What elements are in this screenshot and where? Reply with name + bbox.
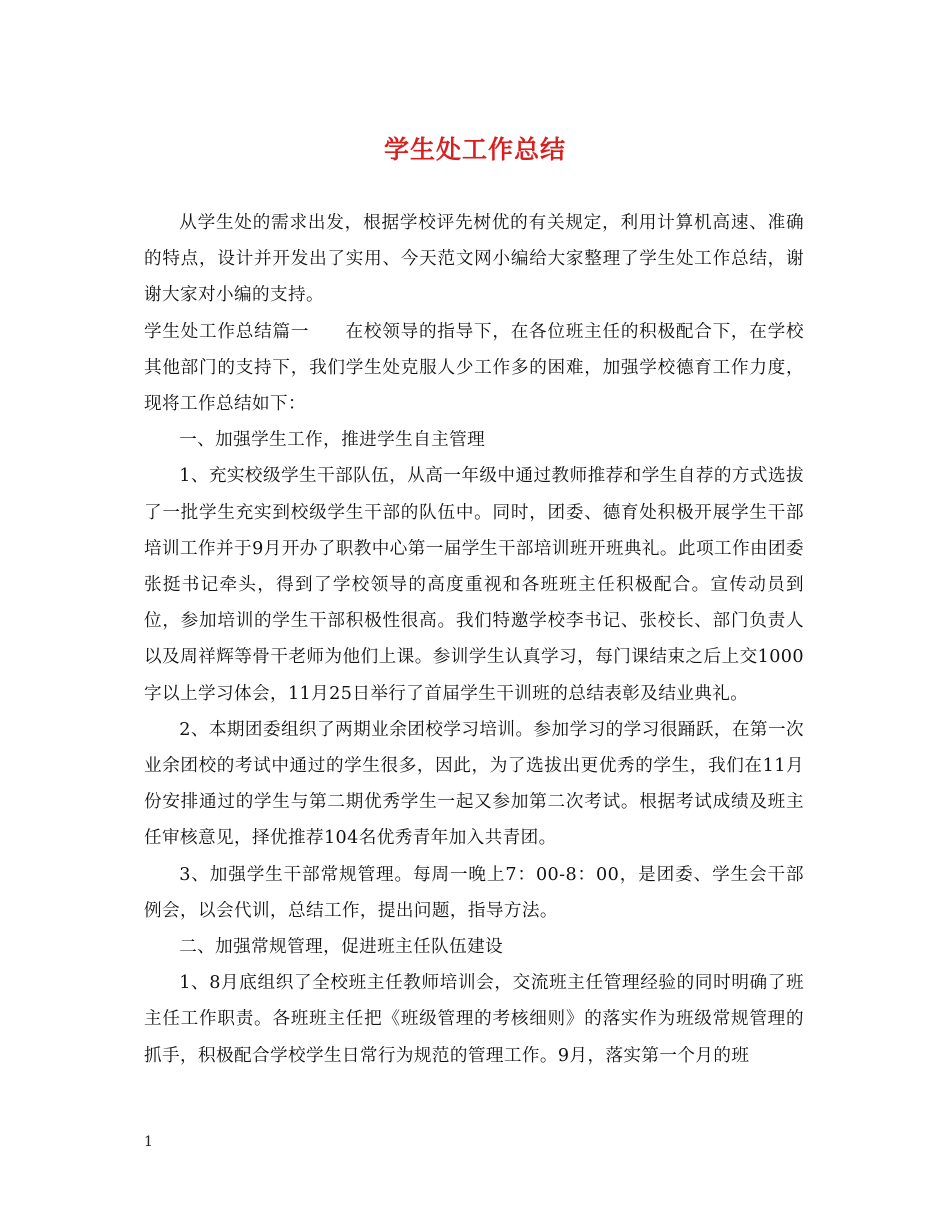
section-label: 学生处工作总结篇一 xyxy=(144,321,310,342)
section-paragraph xyxy=(144,314,804,423)
heading-1: 一、加强学生工作，推进学生自主管理 xyxy=(179,430,486,451)
document-body xyxy=(144,205,804,1074)
item-1-3-paragraph: 3、加强学生干部常规管理。每周一晚上7：00-8：00，是团委、学生会干部例会，以会代训，总结工作，提出问题，指导方法。 xyxy=(144,864,804,921)
item-1-2-paragraph: 2、本期团委组织了两期业余团校学习培训。参加学习的学习很踊跃，在第一次业余团校的考试中通过的学生很多，因此，为了选拔出更优秀的学生，我们在11月份安排通过的学生与第二期优秀学生一起又参加第二次考试。根据考试成绩及班主任审核意见，择优推荐104名优秀青年加入共青团。 xyxy=(144,719,804,849)
section-text: 在校领导的指导下，在各位班主任的积极配合下，在学校其他部门的支持下，我们学生处克服人少工作多的困难，加强学校德育工作力度，现将工作总结如下： xyxy=(144,321,804,415)
item-2-1-paragraph: 1、8月底组织了全校班主任教师培训会，交流班主任管理经验的同时明确了班主任工作职责。各班班主任把《班级管理的考核细则》的落实作为班级常规管理的抓手，积极配合学校学生日常行为规范的管理工作。9月，落实第一个月的班 xyxy=(144,973,804,1066)
page-number: 1 xyxy=(144,1134,153,1150)
item-1-1-paragraph: 1、充实校级学生干部队伍，从高一年级中通过教师推荐和学生自荐的方式选拔了一批学生充实到校级学生干部的队伍中。同时，团委、德育处积极开展学生干部培训工作并于9月开办了职教中心第一届学生干部培训班开班典礼。此项工作由团委张挺书记牵头，得到了学校领导的高度重视和各班班主任积极配合。宣传动员到位，参加培训的学生干部积极性很高。我们特邀学校李书记、张校长、部门负责人以及周祥辉等骨干老师为他们上课。参训学生认真学习，每门课结束之后上交1000字以上学习体会，11月25日举行了首届学生干训班的总结表彰及结业典礼。 xyxy=(144,466,804,704)
intro-paragraph: 从学生处的需求出发，根据学校评先树优的有关规定，利用计算机高速、准确的特点，设计并开发出了实用、今天范文网小编给大家整理了学生处工作总结，谢谢大家对小编的支持。 xyxy=(144,213,804,306)
document-title: 学生处工作总结 xyxy=(383,135,566,164)
heading-2: 二、加强常规管理，促进班主任队伍建设 xyxy=(179,937,504,958)
